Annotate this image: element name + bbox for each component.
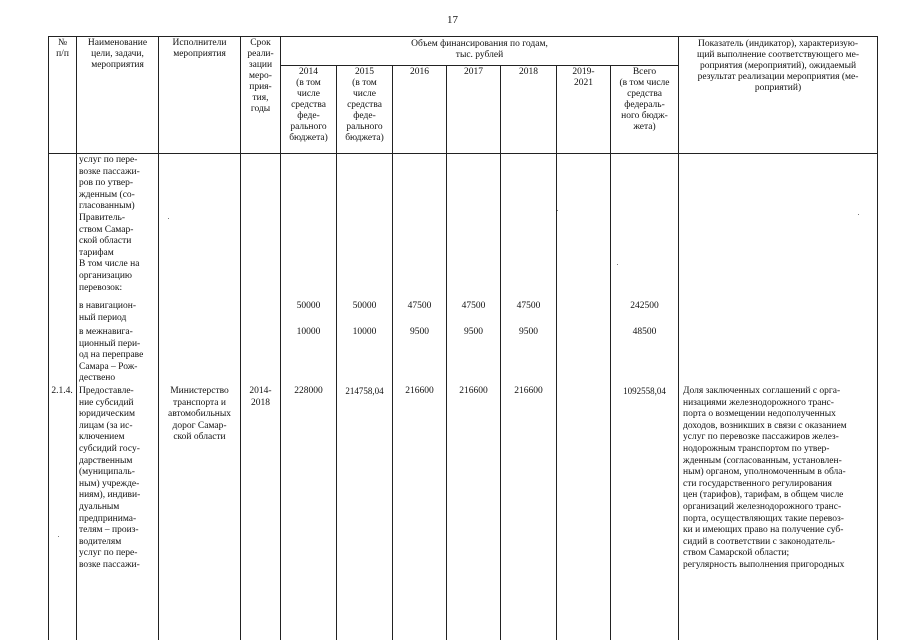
sub-row-2014: 10000: [296, 327, 321, 337]
page-number: 17: [447, 14, 458, 26]
header-term: Срок реали- зации меро- прия- тия, годы: [247, 38, 274, 114]
sub-row-2018: 9500: [519, 327, 538, 337]
header-total: Всего (в том числе средства федераль- ного бюдж- жета): [619, 67, 670, 132]
header-2016: 2016: [410, 67, 429, 77]
continuation-text: услуг по пере- возке пассажи- ров по утвер- жденным (со- гласованным) Правитель- ством Самар- ской области тарифам В том числе на организацию перевозок:: [79, 155, 140, 293]
sub-row-2017: 47500: [461, 301, 486, 311]
header-funding-group: Объем финансирования по годам, тыс. рублей: [411, 39, 548, 60]
row-2016: 216600: [405, 386, 434, 396]
sub-row-2014: 50000: [296, 301, 321, 311]
sub-row-label: в навигацион- ный период: [79, 301, 137, 323]
row-2018: 216600: [514, 386, 543, 396]
header-2015: 2015 (в том числе средства феде- рального бюджета): [345, 67, 384, 143]
sub-row-2016: 47500: [407, 301, 432, 311]
header-indicator: Показатель (индикатор), характеризую- щий выполнение соответствующего ме- роприятия (мероприятий), ожидаемый результат реализации мероприятия (ме- роприятий): [697, 39, 859, 93]
row-term: 2014- 2018: [249, 386, 272, 408]
header-2018: 2018: [519, 67, 538, 77]
row-total: 1092558,04: [623, 386, 666, 396]
funding-table: [48, 36, 878, 640]
header-executors: Исполнители мероприятия: [172, 38, 227, 59]
header-2014: 2014 (в том числе средства феде- рального бюджета): [289, 67, 328, 143]
header-name: Наименование цели, задачи, мероприятия: [87, 38, 148, 70]
row-2014: 228000: [294, 386, 323, 396]
header-2017: 2017: [464, 67, 483, 77]
row-number: 2.1.4.: [51, 386, 73, 396]
sub-row-label: в межнавига- ционный пери- од на переправе Самара – Рож- дествено: [79, 327, 144, 384]
row-name: Предоставле- ние субсидий юридическим лицам (за ис- ключением субсидий госу- дарственным (муниципаль- ным) учрежде- ниям), индиви- дуальным предпринима- телям – произ- водителям услуг по пере- возке пассажи-: [79, 386, 141, 570]
sub-row-2015: 10000: [352, 327, 377, 337]
sub-row-total: 48500: [632, 327, 657, 337]
row-2015: 214758,04: [345, 386, 384, 396]
row-2017: 216600: [459, 386, 488, 396]
sub-row-2018: 47500: [516, 301, 541, 311]
row-executor: Министерство транспорта и автомобильных дорог Самар- ской области: [167, 386, 232, 443]
row-indicator: Доля заключенных соглашений с орга- низациями железнодорожного транс- порта о возмещении недополученных доходов, возникших в связи с оказанием услуг по перевозке пассажиров желез- нодорожным транспортом по утвер- жденным (согласованным, установлен- ным) органом, уполномоченным в обла- сти государственного регулирования цен (тарифов), тарифам, в общем числе организаций железнодорожного транс- порта, осуществляющих такие перевоз- ки и имеющих право на получение суб- сидий в соответствии с законодатель- ством Самарской области; регулярность выполнения пригородных: [683, 386, 847, 570]
sub-row-total: 242500: [630, 301, 659, 311]
sub-row-2017: 9500: [464, 327, 483, 337]
header-2019-2021: 2019- 2021: [572, 67, 595, 88]
sub-row-2016: 9500: [410, 327, 429, 337]
header-num: № п/п: [56, 38, 69, 59]
sub-row-2015: 50000: [352, 301, 377, 311]
